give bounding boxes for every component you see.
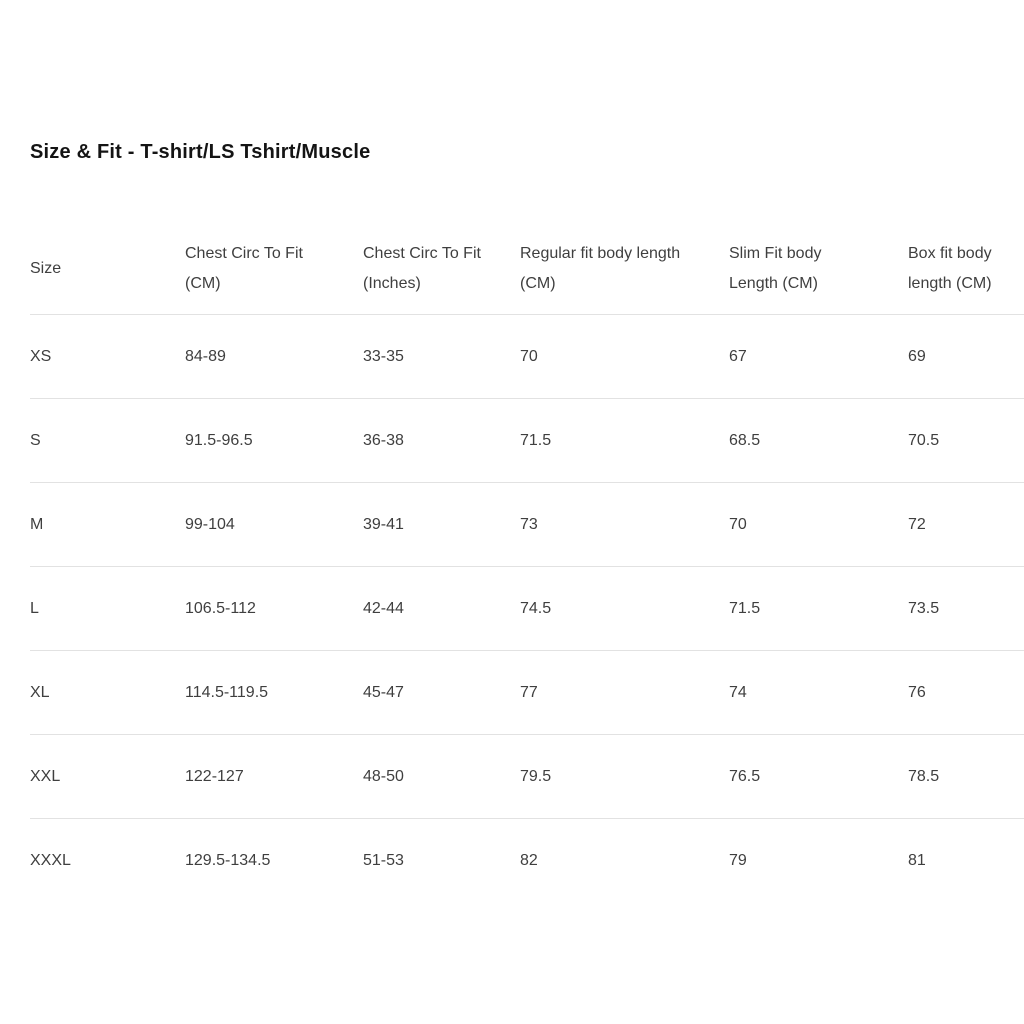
cell-regular-length: 77 bbox=[520, 683, 538, 701]
cell-regular-length: 79.5 bbox=[520, 767, 552, 785]
cell-size: XL bbox=[30, 683, 50, 701]
cell-chest-cm: 106.5-112 bbox=[185, 599, 256, 617]
cell-box-length: 73.5 bbox=[908, 599, 940, 617]
cell-chest-inches: 42-44 bbox=[363, 599, 404, 617]
cell-slim-length: 68.5 bbox=[729, 431, 761, 449]
header-label: length (CM) bbox=[908, 275, 992, 292]
header-label: (CM) bbox=[520, 275, 556, 292]
cell-box-length: 78.5 bbox=[908, 767, 940, 785]
table-row-xl bbox=[30, 651, 1024, 735]
cell-size: M bbox=[30, 515, 44, 533]
cell-slim-length: 71.5 bbox=[729, 599, 761, 617]
cell-chest-cm: 99-104 bbox=[185, 515, 235, 533]
cell-slim-length: 70 bbox=[729, 515, 747, 533]
cell-size: XXXL bbox=[30, 851, 71, 869]
cell-chest-inches: 36-38 bbox=[363, 431, 404, 449]
header-label: Size bbox=[30, 260, 62, 277]
column-header-chest-cm bbox=[185, 224, 363, 315]
cell-regular-length: 74.5 bbox=[520, 599, 552, 617]
cell-regular-length: 82 bbox=[520, 851, 538, 869]
table-row-m bbox=[30, 483, 1024, 567]
header-label: Chest Circ To Fit bbox=[363, 245, 481, 262]
table-row-l bbox=[30, 567, 1024, 651]
cell-box-length: 72 bbox=[908, 515, 926, 533]
cell-size: S bbox=[30, 431, 41, 449]
header-label: Regular fit body length bbox=[520, 245, 681, 262]
cell-size: L bbox=[30, 599, 39, 617]
cell-slim-length: 76.5 bbox=[729, 767, 761, 785]
header-label: Chest Circ To Fit bbox=[185, 245, 303, 262]
cell-chest-inches: 33-35 bbox=[363, 347, 404, 365]
cell-chest-inches: 39-41 bbox=[363, 515, 404, 533]
column-header-regular-length bbox=[520, 224, 729, 315]
header-label: Length (CM) bbox=[729, 275, 818, 292]
cell-chest-inches: 45-47 bbox=[363, 683, 404, 701]
header-label: Slim Fit body bbox=[729, 245, 822, 262]
table-header bbox=[30, 224, 1024, 315]
cell-chest-cm: 129.5-134.5 bbox=[185, 851, 271, 869]
table-row-xxxl bbox=[30, 819, 1024, 903]
cell-box-length: 76 bbox=[908, 683, 926, 701]
cell-regular-length: 73 bbox=[520, 515, 538, 533]
cell-chest-cm: 84-89 bbox=[185, 347, 226, 365]
cell-size: XS bbox=[30, 347, 52, 365]
cell-chest-cm: 114.5-119.5 bbox=[185, 683, 269, 701]
table-row-s bbox=[30, 399, 1024, 483]
cell-regular-length: 71.5 bbox=[520, 431, 552, 449]
cell-slim-length: 74 bbox=[729, 683, 747, 701]
cell-chest-inches: 51-53 bbox=[363, 851, 404, 869]
column-header-slim-length bbox=[729, 224, 908, 315]
page-title: Size & Fit - T-shirt/LS Tshirt/Muscle bbox=[30, 141, 371, 163]
cell-box-length: 70.5 bbox=[908, 431, 940, 449]
column-header-chest-inches bbox=[363, 224, 520, 315]
size-chart-table bbox=[30, 224, 1024, 902]
cell-chest-cm: 122-127 bbox=[185, 767, 244, 785]
table-row-xxl bbox=[30, 735, 1024, 819]
cell-box-length: 81 bbox=[908, 851, 926, 869]
cell-chest-cm: 91.5-96.5 bbox=[185, 431, 253, 449]
cell-size: XXL bbox=[30, 767, 61, 785]
header-label: (Inches) bbox=[363, 275, 421, 292]
cell-regular-length: 70 bbox=[520, 347, 538, 365]
table-body bbox=[30, 315, 1024, 903]
cell-slim-length: 67 bbox=[729, 347, 747, 365]
header-row bbox=[30, 224, 1024, 315]
header-label: (CM) bbox=[185, 275, 221, 292]
cell-box-length: 69 bbox=[908, 347, 926, 365]
column-header-size bbox=[30, 224, 185, 315]
table-row-xs bbox=[30, 315, 1024, 399]
cell-slim-length: 79 bbox=[729, 851, 747, 869]
cell-chest-inches: 48-50 bbox=[363, 767, 404, 785]
header-label: Box fit body bbox=[908, 245, 992, 262]
column-header-box-length bbox=[908, 224, 1024, 315]
